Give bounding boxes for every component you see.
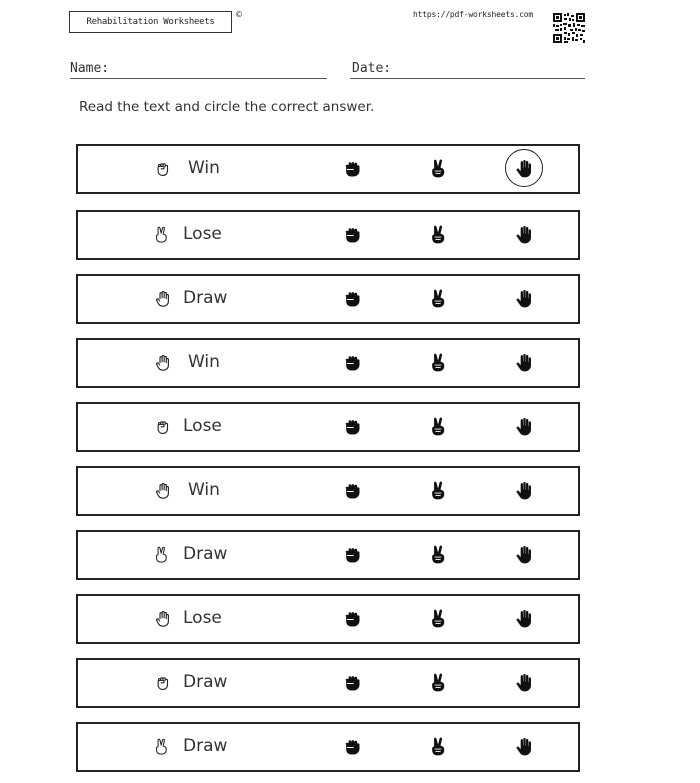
paper-option-icon[interactable] bbox=[514, 417, 534, 437]
paper-option-icon[interactable] bbox=[514, 289, 534, 309]
prompt-text: Draw bbox=[183, 544, 228, 564]
rock-option-icon[interactable] bbox=[342, 481, 362, 501]
scissors-option-icon[interactable] bbox=[428, 417, 448, 437]
question-row bbox=[76, 594, 580, 644]
question-row bbox=[76, 722, 580, 772]
prompt-text: Lose bbox=[183, 416, 222, 436]
prompt-text: Win bbox=[188, 158, 220, 178]
worksheet-title: Rehabilitation Worksheets bbox=[69, 11, 232, 33]
paper-outline-icon bbox=[154, 290, 172, 308]
site-url[interactable]: https://pdf-worksheets.com bbox=[413, 10, 534, 19]
question-row bbox=[76, 210, 580, 260]
rock-option-icon[interactable] bbox=[342, 353, 362, 373]
rock-outline-icon bbox=[154, 418, 172, 436]
scissors-option-icon[interactable] bbox=[428, 609, 448, 629]
rock-option-icon[interactable] bbox=[342, 289, 362, 309]
rock-option-icon[interactable] bbox=[342, 737, 362, 757]
scissors-option-icon[interactable] bbox=[428, 289, 448, 309]
date-label: Date: bbox=[352, 61, 392, 76]
scissors-option-icon[interactable] bbox=[428, 353, 448, 373]
paper-option-icon[interactable] bbox=[514, 673, 534, 693]
name-field[interactable] bbox=[70, 78, 327, 79]
name-label: Name: bbox=[70, 61, 110, 76]
rock-option-icon[interactable] bbox=[342, 673, 362, 693]
scissors-option-icon[interactable] bbox=[428, 159, 448, 179]
paper-option-icon[interactable] bbox=[514, 481, 534, 501]
answer-circle bbox=[505, 149, 543, 187]
question-row bbox=[76, 274, 580, 324]
rock-outline-icon bbox=[154, 674, 172, 692]
instructions-text: Read the text and circle the correct answer. bbox=[79, 99, 375, 115]
prompt-text: Draw bbox=[183, 288, 228, 308]
prompt-text: Win bbox=[188, 352, 220, 372]
paper-option-icon[interactable] bbox=[514, 353, 534, 373]
copyright-mark: © bbox=[235, 10, 243, 19]
scissors-option-icon[interactable] bbox=[428, 481, 448, 501]
paper-option-icon[interactable] bbox=[514, 737, 534, 757]
rock-outline-icon bbox=[154, 160, 172, 178]
prompt-text: Win bbox=[188, 480, 220, 500]
qr-code-icon bbox=[553, 13, 585, 43]
paper-option-icon[interactable] bbox=[514, 545, 534, 565]
paper-outline-icon bbox=[154, 354, 172, 372]
scissors-option-icon[interactable] bbox=[428, 225, 448, 245]
paper-outline-icon bbox=[154, 482, 172, 500]
scissors-option-icon[interactable] bbox=[428, 737, 448, 757]
rock-option-icon[interactable] bbox=[342, 609, 362, 629]
prompt-text: Lose bbox=[183, 224, 222, 244]
prompt-text: Draw bbox=[183, 672, 228, 692]
question-row bbox=[76, 144, 580, 194]
scissors-option-icon[interactable] bbox=[428, 673, 448, 693]
scissors-outline-icon bbox=[152, 226, 170, 244]
paper-option-icon[interactable] bbox=[514, 225, 534, 245]
rock-option-icon[interactable] bbox=[342, 159, 362, 179]
question-row bbox=[76, 402, 580, 452]
rock-option-icon[interactable] bbox=[342, 545, 362, 565]
scissors-outline-icon bbox=[152, 546, 170, 564]
prompt-text: Lose bbox=[183, 608, 222, 628]
prompt-text: Draw bbox=[183, 736, 228, 756]
scissors-outline-icon bbox=[152, 738, 170, 756]
rock-option-icon[interactable] bbox=[342, 417, 362, 437]
question-row bbox=[76, 338, 580, 388]
paper-option-icon[interactable] bbox=[514, 609, 534, 629]
question-row bbox=[76, 466, 580, 516]
question-row bbox=[76, 530, 580, 580]
scissors-option-icon[interactable] bbox=[428, 545, 448, 565]
question-row bbox=[76, 658, 580, 708]
paper-outline-icon bbox=[154, 610, 172, 628]
rock-option-icon[interactable] bbox=[342, 225, 362, 245]
date-field[interactable] bbox=[350, 78, 585, 79]
